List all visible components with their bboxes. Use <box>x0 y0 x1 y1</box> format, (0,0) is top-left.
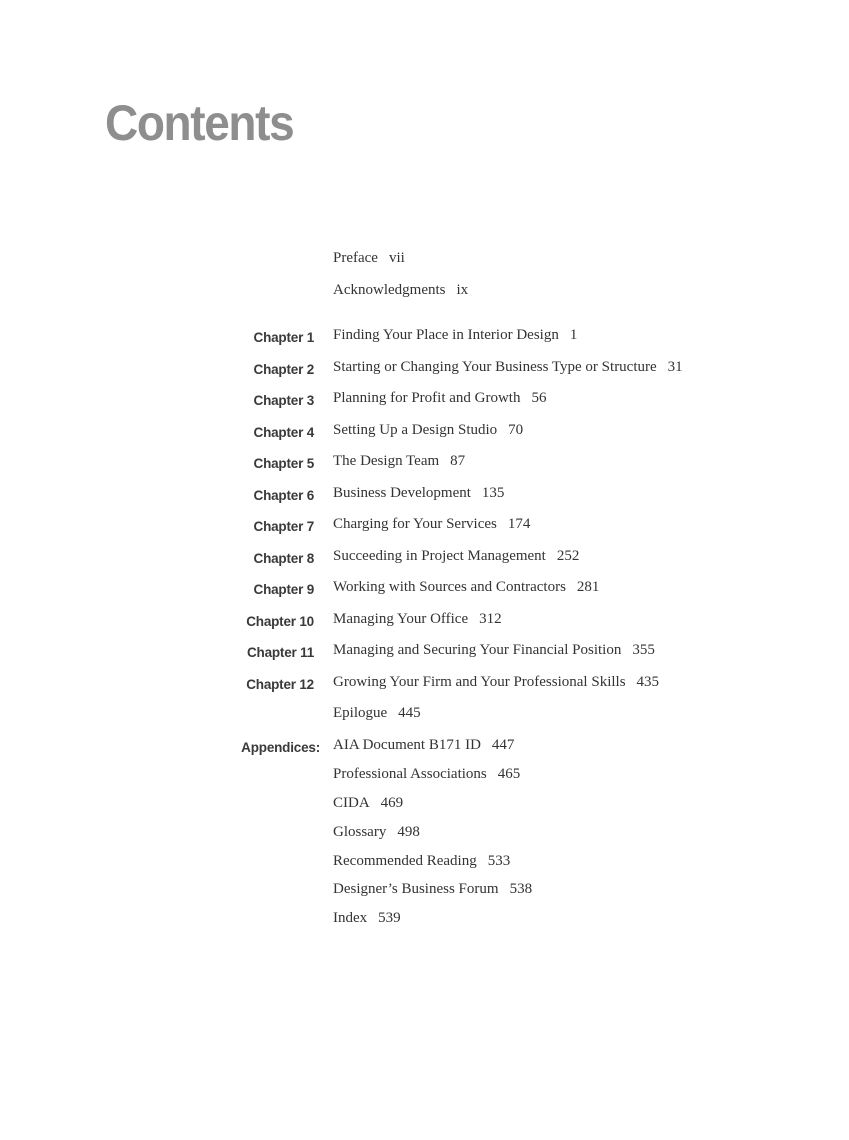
chapter-label: Chapter 2 <box>253 362 314 377</box>
entry-title: Epilogue <box>333 705 388 721</box>
entry-page-number: 312 <box>479 611 502 627</box>
entry-title: Recommended Reading <box>333 853 477 869</box>
chapter-label: Chapter 1 <box>253 330 314 345</box>
entry-text <box>333 853 510 870</box>
toc-entry-appendix-aia <box>0 737 849 763</box>
entry-text <box>333 453 465 470</box>
chapter-label: Chapter 11 <box>246 645 314 660</box>
toc-entry-chapter-4 <box>0 422 849 448</box>
entry-title: Glossary <box>333 824 387 840</box>
entry-text <box>333 737 514 754</box>
toc-entry-acknowledgments <box>0 282 849 308</box>
toc-entry-chapter-2 <box>0 359 849 385</box>
entry-page-number: ix <box>456 282 469 298</box>
entry-title: AIA Document B171 ID <box>333 737 481 753</box>
toc-entry-chapter-1 <box>0 327 849 353</box>
entry-text <box>333 705 421 722</box>
entry-title: Business Development <box>333 485 471 501</box>
entry-page-number: 355 <box>632 642 655 658</box>
entry-title: Working with Sources and Contractors <box>333 579 566 595</box>
toc-entry-chapter-7 <box>0 516 849 542</box>
entry-page-number: 56 <box>531 390 547 406</box>
entry-title: Charging for Your Services <box>333 516 497 532</box>
chapter-label: Chapter 10 <box>246 614 314 629</box>
toc-entry-appendix-cida <box>0 795 849 821</box>
entry-text <box>333 611 502 628</box>
entry-text <box>333 250 405 267</box>
entry-page-number: 447 <box>491 737 515 753</box>
entry-title: Growing Your Firm and Your Professional Skills <box>333 674 626 690</box>
entry-page-number: 539 <box>378 910 401 926</box>
entry-title: Setting Up a Design Studio <box>333 422 498 438</box>
entry-title: CIDA <box>333 795 370 811</box>
toc-entry-chapter-10 <box>0 611 849 637</box>
chapter-label: Chapter 6 <box>253 488 314 503</box>
entry-page-number: 498 <box>397 824 420 840</box>
entry-page-number: 538 <box>509 881 533 897</box>
entry-text <box>333 485 504 502</box>
entry-text <box>333 516 530 533</box>
entry-page-number: 70 <box>508 422 524 438</box>
entry-text <box>333 795 403 812</box>
entry-text <box>333 548 579 565</box>
entry-text <box>333 327 577 344</box>
toc-entry-appendix-forum <box>0 881 849 907</box>
entry-title: Managing Your Office <box>333 611 469 627</box>
entry-title: Index <box>333 910 368 926</box>
entry-page-number: 469 <box>380 795 404 811</box>
entry-text <box>333 910 401 927</box>
entry-page-number: 252 <box>556 548 580 564</box>
chapter-label: Chapter 7 <box>253 519 314 534</box>
toc-entry-chapter-11 <box>0 642 849 668</box>
entry-text <box>333 579 599 596</box>
entry-title: Acknowledgments <box>333 282 446 298</box>
entry-text <box>333 824 420 841</box>
entry-page-number: 174 <box>507 516 531 532</box>
entry-text <box>333 881 532 898</box>
entry-page-number: 1 <box>569 327 578 343</box>
entry-page-number: 135 <box>481 485 505 501</box>
entry-title: Managing and Securing Your Financial Position <box>333 642 622 658</box>
entry-title: Professional Associations <box>333 766 487 782</box>
entry-page-number: 533 <box>487 853 511 869</box>
chapter-label: Chapter 9 <box>253 582 314 597</box>
toc-entry-appendix-reading <box>0 853 849 879</box>
appendices-label: Appendices: <box>241 740 320 755</box>
page-title: Contents <box>105 95 294 151</box>
chapter-label: Chapter 8 <box>253 551 314 566</box>
toc-entry-chapter-5 <box>0 453 849 479</box>
entry-page-number: 465 <box>497 766 521 782</box>
entry-title: Planning for Profit and Growth <box>333 390 521 406</box>
entry-text <box>333 642 655 659</box>
entry-text <box>333 359 683 376</box>
toc-entry-appendix-associations <box>0 766 849 792</box>
entry-title: The Design Team <box>333 453 440 469</box>
entry-page-number: 31 <box>667 359 683 375</box>
toc-entry-chapter-6 <box>0 485 849 511</box>
entry-page-number: 445 <box>398 705 421 721</box>
entry-title: Preface <box>333 250 378 266</box>
entry-text <box>333 674 659 691</box>
chapter-label: Chapter 3 <box>253 393 314 408</box>
toc-entry-index <box>0 910 849 936</box>
entry-text <box>333 766 520 783</box>
chapter-label: Chapter 12 <box>246 677 314 692</box>
entry-title: Succeeding in Project Management <box>333 548 546 564</box>
chapter-label: Chapter 5 <box>253 456 314 471</box>
entry-page-number: 87 <box>450 453 466 469</box>
entry-title: Finding Your Place in Interior Design <box>333 327 559 343</box>
entry-page-number: vii <box>388 250 405 266</box>
toc-entry-chapter-9 <box>0 579 849 605</box>
entry-page-number: 435 <box>636 674 660 690</box>
toc-entry-chapter-12 <box>0 674 849 700</box>
entry-title: Starting or Changing Your Business Type or Structure <box>333 359 657 375</box>
toc-entry-epilogue <box>0 705 849 731</box>
toc-entry-chapter-3 <box>0 390 849 416</box>
entry-text <box>333 282 468 299</box>
toc-entry-appendix-glossary <box>0 824 849 850</box>
toc-entry-preface <box>0 250 849 276</box>
entry-page-number: 281 <box>576 579 600 595</box>
toc-entry-chapter-8 <box>0 548 849 574</box>
entry-text <box>333 390 546 407</box>
entry-text <box>333 422 523 439</box>
chapter-label: Chapter 4 <box>253 425 314 440</box>
entry-title: Designer’s Business Forum <box>333 881 499 897</box>
